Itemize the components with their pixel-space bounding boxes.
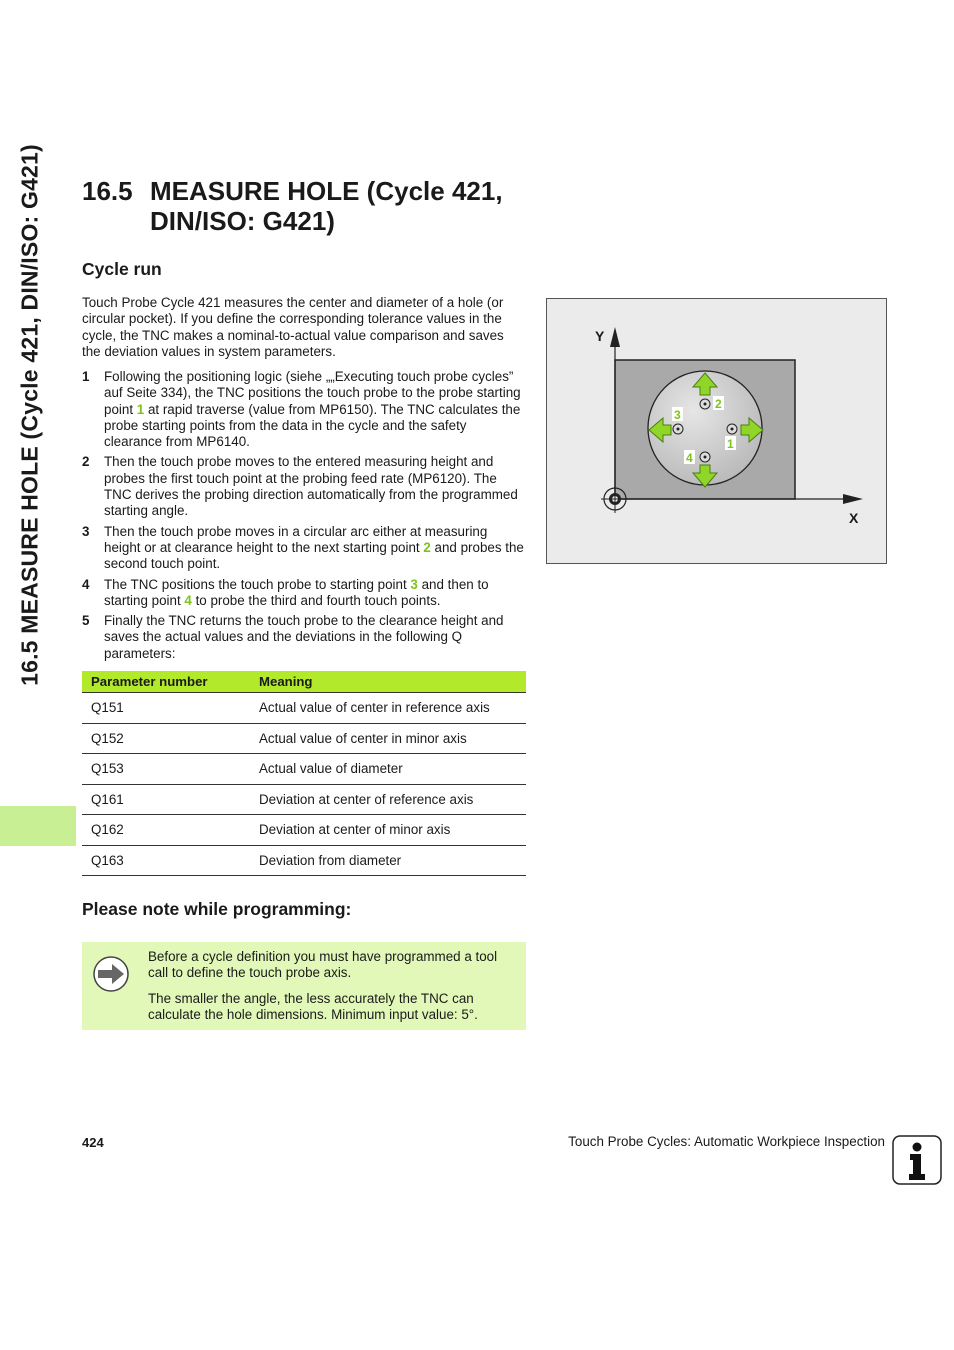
point-label-1: 1 [727,437,734,451]
point-label-4: 4 [686,451,693,465]
table-cell: Q161 [82,784,250,815]
intro-paragraph: Touch Probe Cycle 421 measures the center and diameter of a hole (or circular pocket). If you define the corresponding tolerance values in the cycle, the TNC makes a nominal-to-actual value comparison and saves the deviation values in system parameters. [82,295,504,359]
page-number: 424 [82,1135,104,1150]
step-item: 2 Then the touch probe moves to the entered measuring height and probes the first touch point at the probing feed rate (MP6120). The TNC derives the probing direction automatically from the programmed starting angle. [82,454,518,519]
step-list [82,369,526,666]
x-axis-arrow [843,494,863,504]
table-cell: Actual value of center in minor axis [250,723,526,754]
title-line-1: MEASURE HOLE (Cycle 421, [150,176,503,206]
table-cell: Actual value of center in reference axis [250,693,526,724]
section-number: 16.5 [82,176,133,206]
table-cell: Deviation at center of minor axis [250,815,526,846]
step-number: 5 [82,613,90,629]
table-cell: Q152 [82,723,250,754]
step-number: 3 [82,523,90,539]
side-chapter-title: 16.5 MEASURE HOLE (Cycle 421, DIN/ISO: G421) [16,144,43,686]
step-item: 4 The TNC positions the touch probe to starting point 3 and then to starting point 4 to probe the third and fourth touch points. [82,576,489,608]
table-cell: Q153 [82,754,250,785]
table-row [82,815,526,846]
column-header: Parameter number [82,671,250,693]
table-cell: Q162 [82,815,250,846]
step-item: 5 Finally the TNC returns the touch probe to the clearance height and saves the actual values and the deviations in the following Q parameters: [82,613,504,661]
hole-measurement-figure [546,298,887,564]
step-number: 2 [82,454,90,470]
note-text: The smaller the angle, the less accurately the TNC can calculate the hole dimensions. Minimum input value: 5°. [148,991,478,1023]
q-parameter-table [82,671,526,876]
note-text: Before a cycle definition you must have programmed a tool call to define the touch probe axis. [148,949,498,981]
table-cell: Actual value of diameter [250,754,526,785]
step-item: 1 Following the positioning logic (siehe „„Executing touch probe cycles” auf Seite 334), the TNC positions the touch probe to the probe starting point 1 at rapid traverse (value from MP6150). The TNC calculates the probe starting points from the data in the cycle and the safety clearance from MP6140. [82,369,521,450]
axis-label-x: X [849,510,859,526]
table-cell: Q163 [82,845,250,876]
point-label-2: 2 [715,397,722,411]
arrow-right-icon [92,955,130,998]
table-row [82,784,526,815]
point-reference: 4 [184,592,192,608]
programming-note-box [82,942,526,1030]
info-icon [891,1134,943,1186]
page-title [82,176,503,236]
table-cell: Q151 [82,693,250,724]
table-row [82,693,526,724]
table-header-row [82,671,526,693]
cycle-run-heading: Cycle run [82,259,162,279]
table-row [82,845,526,876]
table-cell: Deviation from diameter [250,845,526,876]
point-reference: 3 [410,576,418,592]
table-cell: Deviation at center of reference axis [250,784,526,815]
footer-chapter-title: Touch Probe Cycles: Automatic Workpiece Inspection [568,1134,885,1149]
title-line-2: DIN/ISO: G421) [150,206,335,236]
point-reference: 2 [423,539,431,555]
chapter-tab-marker [0,806,76,846]
point-reference: 1 [136,401,145,417]
step-number: 4 [82,576,90,592]
table-row [82,723,526,754]
y-axis-arrow [610,327,620,347]
axis-label-y: Y [595,328,605,344]
point-label-3: 3 [674,408,681,422]
table-row [82,754,526,785]
note-heading: Please note while programming: [82,899,352,919]
step-item: 3 Then the touch probe moves in a circular arc either at measuring height or at clearance height to the next starting point 2 and probes the second touch point. [82,523,524,572]
column-header: Meaning [250,671,526,693]
step-number: 1 [82,369,90,384]
